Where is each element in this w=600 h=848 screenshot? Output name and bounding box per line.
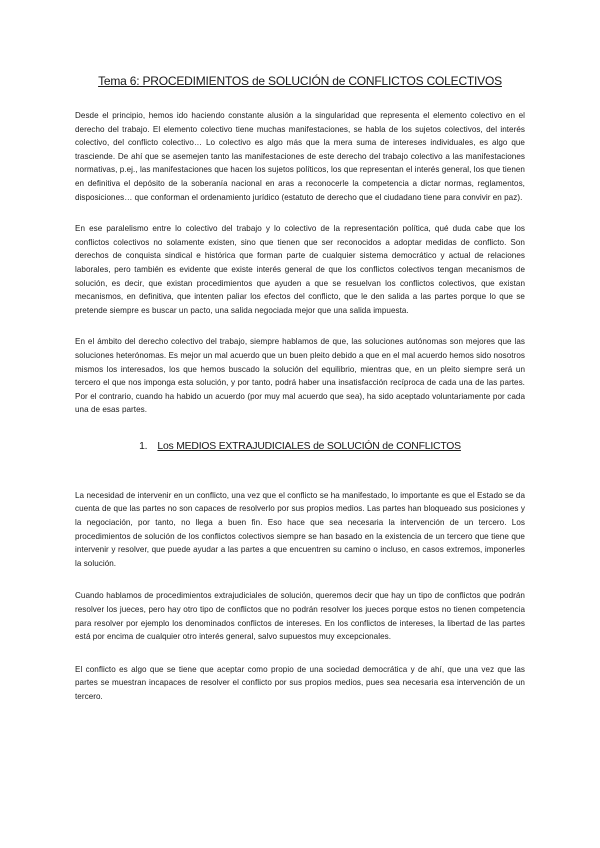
section-paragraph-3: El conflicto es algo que se tiene que aceptar como propio de una sociedad democrática y de ahí, que una vez que las partes se muestran incapaces de resolver el conflicto por sus propios medios, pues sea necesaria esa intervención de un tercero.: [75, 664, 525, 701]
intro-paragraph-1: Desde el principio, hemos ido haciendo constante alusión a la singularidad que representa el elemento colectivo en el derecho del trabajo. El elemento colectivo tiene muchas manifestaciones, se habla de los sujetos colectivos, del interés colectivo, del conflicto colectivo… Lo colectivo es algo más que la mera suma de intereses individuales, es algo que trasciende. De ahí que se asemejen tanto las manifestaciones de este derecho del trabajo colectivo a las manifestaciones normativas, p.ej., las manifestaciones que hacen los sujetos políticos, los que representan el interés general, los que tienen en definitiva el depósito de la soberanía nacional en aras a reconocerle la competencia a dictar normas, reglamentos, disposiciones… que conforman el ordenamiento jurídico (estatuto de derecho que el ciudadano tiene para convivir en paz).: [75, 111, 525, 202]
section-title: Los MEDIOS EXTRAJUDICIALES de SOLUCIÓN de CONFLICTOS: [157, 440, 461, 452]
intro-paragraph-2: En ese paralelismo entre lo colectivo del trabajo y lo colectivo de la representación política, qué duda cabe que los conflictos colectivos no solamente existen, sino que tienen que ser reconocidos a adoptar medidas de conflicto. Son derechos de conquista sindical e histórica que forman parte de cualquier sistema democrático y actual de relaciones laborales, pero también es evidente que existe interés general de que los conflictos colectivos tengan mecanismos de solución, es decir, que existan procedimientos que ayuden a que se resuelvan los conflictos colectivos, que existan mecanismos, en definitiva, que intenten paliar los efectos del conflicto, que le den salida a las partes porque lo que se pretende siempre es buscar un pacto, una salida negociada mejor que una salida impuesta.: [75, 224, 525, 315]
section-paragraph-2: Cuando hablamos de procedimientos extrajudiciales de solución, queremos decir que hay un tipo de conflictos que podrán resolver los jueces, pero hay otro tipo de conflictos que no podrán resolver los jueces porque estos no tienen competencia para resolver por ejemplo los denominados conflictos de intereses. En los conflictos de intereses, la libertad de las partes está por encima de cualquier otro interés general, salvo supuestos muy excepcionales.: [75, 591, 525, 642]
intro-paragraph-3: En el ámbito del derecho colectivo del trabajo, siempre hablamos de que, las soluciones autónomas son mejores que las soluciones heterónomas. Es mejor un mal acuerdo que un buen pleito debido a que en el mal acuerdo hemos sido nosotros mismos los interesados, los que hemos buscado la solución del equilibrio, mientras que, en un pleito siempre será un tercero el que nos imponga esta solución, y por tanto, podrá haber una insatisfacción recíproca de cada una de las partes. Por el contrario, cuando ha habido un acuerdo (por muy mal acuerdo que sea), ha sido aceptado voluntariamente por cada una de esas partes.: [75, 337, 525, 415]
document-title: Tema 6: PROCEDIMIENTOS de SOLUCIÓN de CONFLICTOS COLECTIVOS: [98, 74, 502, 88]
section-heading: [75, 439, 525, 455]
section-paragraph-1: La necesidad de intervenir en un conflicto, una vez que el conflicto se ha manifestado, lo importante es que el Estado se da cuenta de que las partes no son capaces de resolverlo por sus propios medios. Las partes han bloqueado sus posiciones y la negociación, por tanto, no llega a buen fin. Eso hace que sea necesaria la intervención de un tercero. Los procedimientos de solución de los conflictos colectivos siempre se han basado en la existencia de un tercero que tiene que intervenir y resolver, que puede ayudar a las partes a que encuentren su camino o incluso, en casos extremos, imponerles la solución.: [75, 490, 525, 568]
section-number: 1.: [139, 440, 148, 452]
